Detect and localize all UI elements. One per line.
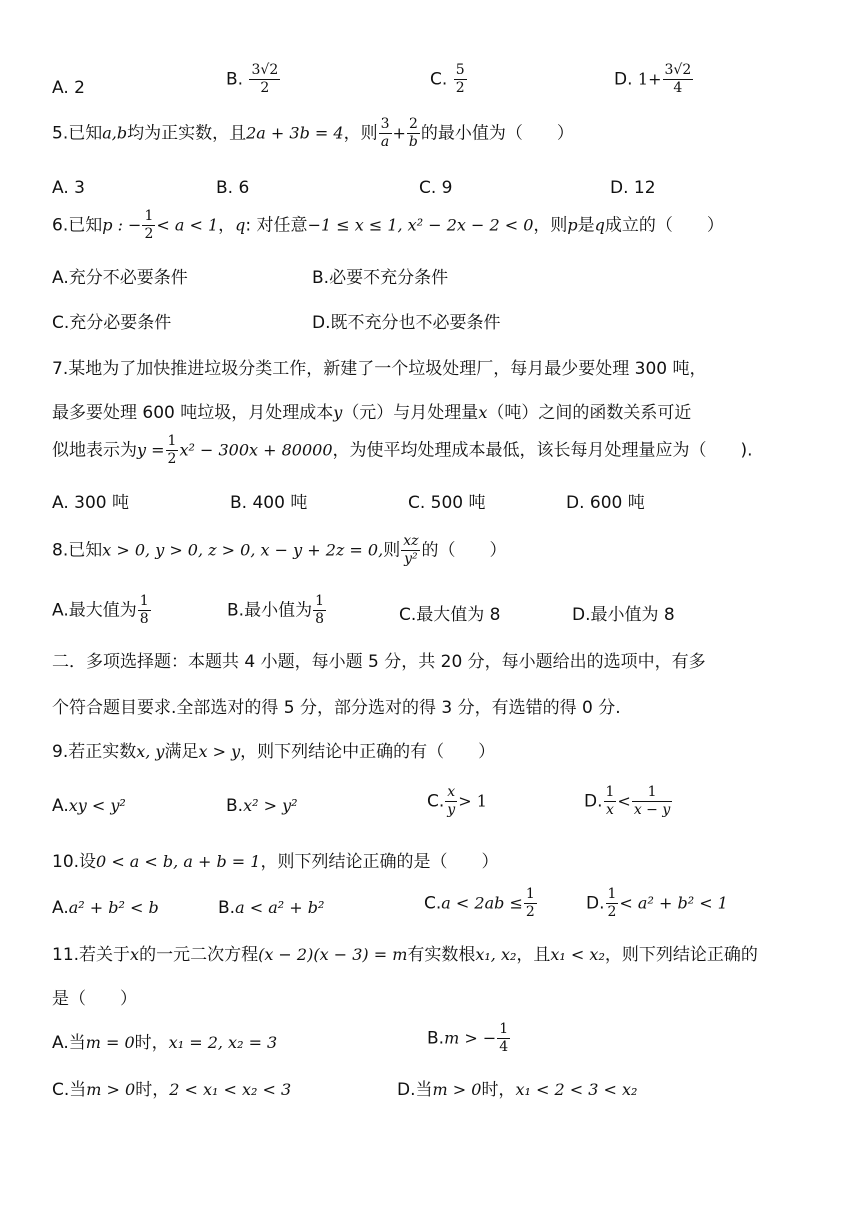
q9-option-c: C. $\frac{x}{y}$ > 1: [427, 784, 487, 818]
q9-option-a: A.xy < y²: [52, 796, 126, 816]
q6-option-d: D.既不充分也不必要条件: [312, 313, 501, 333]
q6-option-a: A.充分不必要条件: [52, 268, 188, 288]
q7-option-b: B. 400 吨: [230, 493, 308, 513]
question-11-line-2: 是（ ）: [52, 989, 137, 1009]
question-10: 10.设0 < a < b, a + b = 1，则下列结论正确的是（ ）: [52, 852, 499, 872]
q9-option-b: B.x² > y²: [226, 796, 298, 816]
q8-option-b: B.最小值为 $\frac{1}{8}$: [227, 593, 324, 627]
q7-option-d: D. 600 吨: [566, 493, 645, 513]
q4-c-fraction: $\frac{5}{2}$: [455, 62, 465, 96]
q4-option-c: C. $\frac{5}{2}$: [430, 62, 465, 96]
q6-option-c: C.充分必要条件: [52, 313, 172, 333]
q10-option-d: D. $\frac{1}{2}$ < a² + b² < 1: [586, 886, 728, 920]
q5-prefix: 5.已知: [52, 123, 103, 144]
question-7-line-1: 7.某地为了加快推进垃圾分类工作，新建了一个垃圾处理厂，每月最少要处理 300 吨，: [52, 359, 707, 379]
q11-option-b: B.m > − $\frac{1}{4}$: [427, 1021, 509, 1055]
q10-option-c: C.a < 2ab ≤ $\frac{1}{2}$: [424, 886, 535, 920]
q6-option-b: B.必要不充分条件: [312, 268, 449, 288]
q8-option-d: D.最小值为 8: [572, 605, 675, 625]
question-11-line-1: 11.若关于x的一元二次方程(x − 2)(x − 3) = m有实数根x₁, x₂，且x₁ < x₂，则下列结论正确的: [52, 945, 758, 965]
q6-fraction: $\frac{1}{2}$: [144, 208, 154, 242]
question-9: 9.若正实数x, y满足x > y，则下列结论中正确的有（ ）: [52, 742, 496, 762]
q5-option-d: D. 12: [610, 178, 656, 198]
q9-option-d: D. $\frac{1}{x}$ < $\frac{1}{x - y}$: [584, 784, 671, 818]
q5-fraction-2: $\frac{2}{b}$: [408, 116, 418, 150]
q8-fraction: $\frac{xz}{\text{y²}}$: [403, 533, 419, 567]
q7-option-c: C. 500 吨: [408, 493, 486, 513]
section-2-line-2: 个符合题目要求.全部选对的得 5 分，部分选对的得 3 分，有选错的得 0 分.: [52, 698, 621, 718]
q5-option-a: A. 3: [52, 178, 85, 198]
q8-option-a: A.最大值为 $\frac{1}{8}$: [52, 593, 149, 627]
q4-d-fraction: $\frac{3√2}{4}$: [664, 62, 692, 96]
q8-option-c: C.最大值为 8: [399, 605, 501, 625]
q5-option-b: B. 6: [216, 178, 250, 198]
q5-fraction-1: $\frac{3}{a}$: [380, 116, 390, 150]
q10-option-b: B.a < a² + b²: [218, 898, 325, 918]
section-2-line-1: 二．多项选择题：本题共 4 小题，每小题 5 分，共 20 分，每小题给出的选项中，有多: [52, 652, 706, 672]
q4-b-fraction: $\frac{3√2}{2}$: [251, 62, 279, 96]
q5-option-c: C. 9: [419, 178, 453, 198]
q7-fraction: $\frac{1}{2}$: [167, 433, 177, 467]
q11-option-d: D.当m > 0时，x₁ < 2 < 3 < x₂: [397, 1080, 638, 1100]
q11-option-c: C.当m > 0时，2 < x₁ < x₂ < 3: [52, 1080, 292, 1100]
q10-option-a: A.a² + b² < b: [52, 898, 159, 918]
q4-option-a: A. 2: [52, 78, 85, 98]
q4-option-d: D. 1+ $\frac{3√2}{4}$: [614, 62, 692, 96]
q4-option-b: B. $\frac{3√2}{2}$: [226, 62, 279, 96]
question-7-line-2: 最多要处理 600 吨垃圾，月处理成本y（元）与月处理量x（吨）之间的函数关系可近: [52, 403, 692, 423]
q11-option-a: A.当m = 0时，x₁ = 2, x₂ = 3: [52, 1033, 278, 1053]
q7-option-a: A. 300 吨: [52, 493, 129, 513]
